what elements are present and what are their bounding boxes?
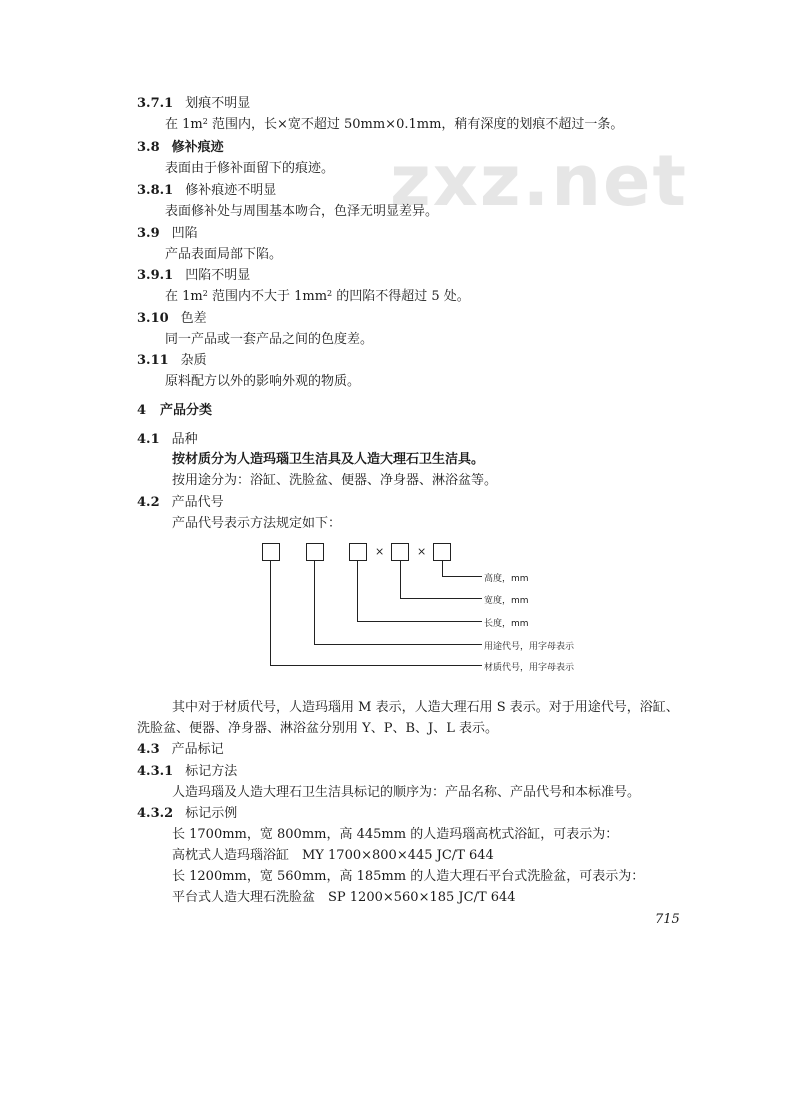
code-box-material	[262, 543, 280, 561]
watermark: zxz.net	[390, 140, 688, 222]
paragraph-3-11: 原料配方以外的影响外观的物质。	[165, 374, 361, 389]
paragraph-3-9: 产品表面局部下陷。	[165, 247, 283, 262]
heading-3-7-1	[137, 96, 250, 112]
label-usage-code: 用途代号，用字母表示	[484, 642, 575, 652]
code-box-usage	[306, 543, 324, 561]
code-box-height	[433, 543, 451, 561]
paragraph-3-8: 表面由于修补面留下的痕迹。	[165, 161, 335, 176]
times-sign: ×	[417, 545, 427, 558]
leader-width	[400, 561, 401, 598]
heading-3-9-1: 3.9.1 凹陷不明显	[137, 268, 251, 283]
heading-4: 4 产品分类	[137, 403, 213, 418]
heading-4-2: 4.2 产品代号	[137, 495, 224, 510]
heading-4-1: 4.1 品种	[137, 432, 198, 447]
leader-material	[270, 561, 271, 665]
heading-3-8-1: 3.8.1 修补痕迹不明显	[137, 183, 277, 198]
times-sign: ×	[375, 545, 385, 558]
heading-4-3-2: 4.3.2 标记示例	[137, 806, 238, 821]
code-box-length	[349, 543, 367, 561]
heading-4-3: 4.3 产品标记	[137, 742, 224, 757]
paragraph-3-7-1: 在 $1m^2$ 范围内，长×宽不超过 50mm×0.1mm，稍有深度的划痕不超过一条。	[165, 117, 624, 132]
section-title: 划痕不明显	[185, 96, 251, 111]
paragraph-codes-line-2: 洗脸盆、便器、净身器、淋浴盆分别用 Y、P、B、J、L 表示。	[137, 721, 498, 736]
paragraph-4-2: 产品代号表示方法规定如下：	[172, 516, 342, 531]
example-line-4: 平台式人造大理石洗脸盆 SP 1200×560×185 JC/T 644	[172, 890, 516, 905]
heading-4-3-1: 4.3.1 标记方法	[137, 764, 238, 779]
heading-3-10: 3.10 色差	[137, 311, 207, 326]
label-width: 宽度，mm	[484, 596, 529, 606]
paragraph-4-1-line-1: 按材质分为人造玛瑙卫生洁具及人造大理石卫生洁具。	[172, 452, 485, 467]
paragraph-codes-line-1: 其中对于材质代号，人造玛瑙用 M 表示，人造大理石用 S 表示。对于用途代号，浴缸、	[172, 700, 679, 715]
leader-length	[357, 561, 358, 622]
label-height: 高度，mm	[484, 574, 529, 584]
example-line-2: 高枕式人造玛瑙浴缸 MY 1700×800×445 JC/T 644	[172, 848, 494, 863]
label-material-code: 材质代号，用字母表示	[484, 663, 575, 673]
heading-3-8: 3.8 修补痕迹	[137, 140, 224, 155]
paragraph-3-10: 同一产品或一套产品之间的色度差。	[165, 332, 374, 347]
page-number: 715	[655, 912, 680, 927]
example-line-1: 长 1700mm，宽 800mm，高 445mm 的人造玛瑙高枕式浴缸，可表示为：	[172, 827, 619, 842]
leader-usage	[314, 561, 315, 645]
paragraph-3-9-1: 在 $1m^2$ 范围内不大于 $1mm^2$ 的凹陷不得超过 5 处。	[165, 289, 470, 304]
code-box-width	[391, 543, 409, 561]
paragraph-3-8-1: 表面修补处与周围基本吻合，色泽无明显差异。	[165, 204, 439, 219]
heading-3-9: 3.9 凹陷	[137, 226, 198, 241]
paragraph-4-1-line-2: 按用途分为：浴缸、洗脸盆、便器、净身器、淋浴盆等。	[172, 473, 498, 488]
label-length: 长度，mm	[484, 619, 529, 629]
paragraph-4-3-1: 人造玛瑙及人造大理石卫生洁具标记的顺序为：产品名称、产品代号和本标准号。	[172, 785, 641, 800]
heading-3-11: 3.11 杂质	[137, 353, 207, 368]
leader-height	[442, 561, 443, 576]
example-line-3: 长 1200mm，宽 560mm，高 185mm 的人造大理石平台式洗脸盆，可表示为：	[172, 869, 645, 884]
section-number: 3.7.1	[137, 96, 174, 111]
